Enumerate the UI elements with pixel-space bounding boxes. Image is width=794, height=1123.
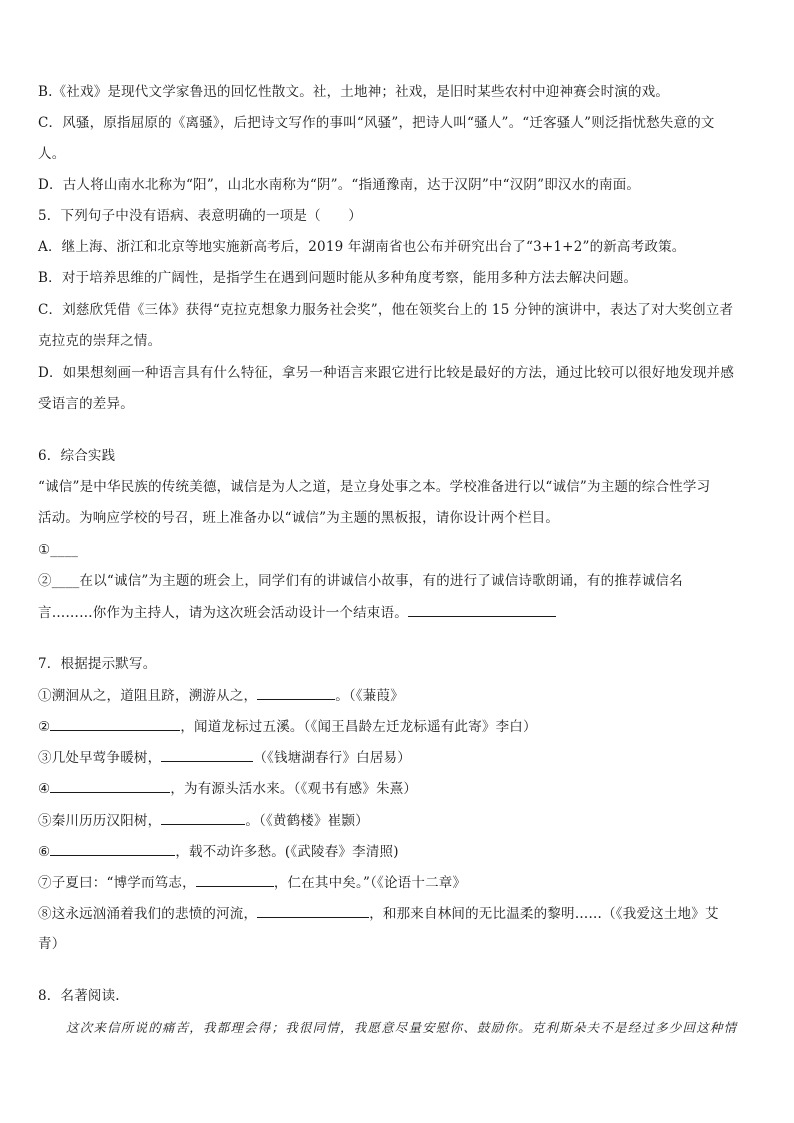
answer-blank [196,872,274,887]
q7-line-8-prompt: ⑧这永远汹涌着我们的悲愤的河流， [38,906,258,922]
answer-blank [50,841,175,856]
q6-paragraph-line1: “诚信”是中华民族的传统美德，诚信是为人之道，是立身处事之本。学校准备进行以“诚信”为主题的综合性学习 [38,479,711,495]
q7-line-7 [38,872,466,893]
q7-line-1-prompt: ①溯洄从之，道阻且跻，溯游从之， [38,688,258,704]
q5-option-c-line1: C．刘慈欣凭借《三体》获得“克拉克想象力服务社会奖”，他在领奖台上的 15 分钟的演讲中，表达了对大奖创立者 [38,302,734,318]
q7-line-5-source: 。（《黄鹤楼》崔颢） [245,813,369,829]
q7-line-7-prompt: ⑦子夏曰：“博学而笃志， [38,875,196,891]
q8-title: 8．名著阅读. [38,988,120,1004]
q5-stem: 5．下列句子中没有语病、表意明确的一项是（ ） [38,208,362,224]
q7-line-8 [38,903,719,924]
q5-option-d-line2: 受语言的差异。 [38,396,134,412]
q5-option-a: A．继上海、浙江和北京等地实施新高考后，2019 年湖南省也公布并研究出台了“3+1+2”的新高考政策。 [38,239,686,255]
q7-line-2-source: ，闻道龙标过五溪。（《闻王昌龄左迁龙标遥有此寄》李白） [180,719,537,735]
q7-line-6-source: ，载不动许多愁。(《武陵春》李清照) [175,844,399,860]
q4-option-d: D．古人将山南水北称为“阳”，山北水南称为“阴”。“指通豫南，达于汉阴”中“汉阴”即汉水的南面。 [38,177,641,193]
q4-option-b: B.《社戏》是现代文学家鲁迅的回忆性散文。社，土地神；社戏，是旧时某些农村中迎神赛会时演的戏。 [38,84,670,100]
q7-line-3-prompt: ③几处早莺争暖树， [38,750,162,766]
q4-option-c-line1: C．风骚，原指屈原的《离骚》，后把诗文写作的事叫“风骚”，把诗人叫“骚人”。“迁客骚人”则泛指忧愁失意的文 [38,115,715,131]
q7-line-5-prompt: ⑤秦川历历汉阳树， [38,813,162,829]
q7-line-4-source: ，为有源头活水来。（《观书有感》朱熹） [170,781,418,797]
q7-line-1 [38,685,404,706]
answer-blank [161,747,253,762]
q7-line-6 [38,841,399,862]
answer-blank [50,716,180,731]
q7-line-6-num: ⑥ [38,844,51,860]
q7-title: 7．根据提示默写。 [38,656,157,672]
q7-line-2 [38,716,537,737]
q7-line-2-num: ② [38,719,51,735]
q5-option-d-line1: D．如果想刻画一种语言具有什么特征，拿另一种语言来跟它进行比较是最好的方法，通过比较可以很好地发现并感 [38,365,735,381]
q6-item-1: ①____ [38,542,79,558]
q7-line-3 [38,747,411,768]
answer-blank [257,903,369,918]
q7-line-1-source: 。（《蒹葭》 [335,688,404,704]
q6-item-2-line1: ②____在以“诚信”为主题的班会上，同学们有的讲诚信小故事，有的进行了诚信诗歌朗诵，有的推荐诚信名 [38,573,683,589]
q5-option-c-line2: 克拉克的崇拜之情。 [38,333,162,349]
answer-blank [161,810,245,825]
q7-line-3-source: （《钱塘湖春行》白居易） [253,750,411,766]
q6-item-2-line2 [38,602,556,623]
q4-option-c-line2: 人。 [38,146,66,162]
q8-passage: 这次来信所说的痛苦，我都理会得；我很同情，我愿意尽量安慰你、鼓励你。克利斯朵夫不是经过多少回这种情 [66,1020,738,1035]
q6-paragraph-line2: 活动。为响应学校的号召，班上准备办以“诚信”为主题的黑板报，请你设计两个栏目。 [38,510,560,526]
q7-line-8-cont: 青） [38,936,66,952]
q7-line-4 [38,778,417,799]
answer-blank [257,685,335,700]
q7-line-8-source: ，和那来自林间的无比温柔的黎明……（《我爱这土地》艾 [369,906,719,922]
q5-option-b: B．对于培养思维的广阔性，是指学生在遇到问题时能从多种角度考察，能用多种方法去解决问题。 [38,270,638,286]
answer-blank [408,602,556,617]
q6-item-2-text: 言………你作为主持人，请为这次班会活动设计一个结束语。 [38,605,408,621]
q7-line-4-num: ④ [38,781,51,797]
answer-blank [50,778,170,793]
q6-title: 6．综合实践 [38,448,116,464]
q7-line-5 [38,810,369,831]
q7-line-7-source: ，仁在其中矣。”（《论语十二章》 [273,875,467,891]
